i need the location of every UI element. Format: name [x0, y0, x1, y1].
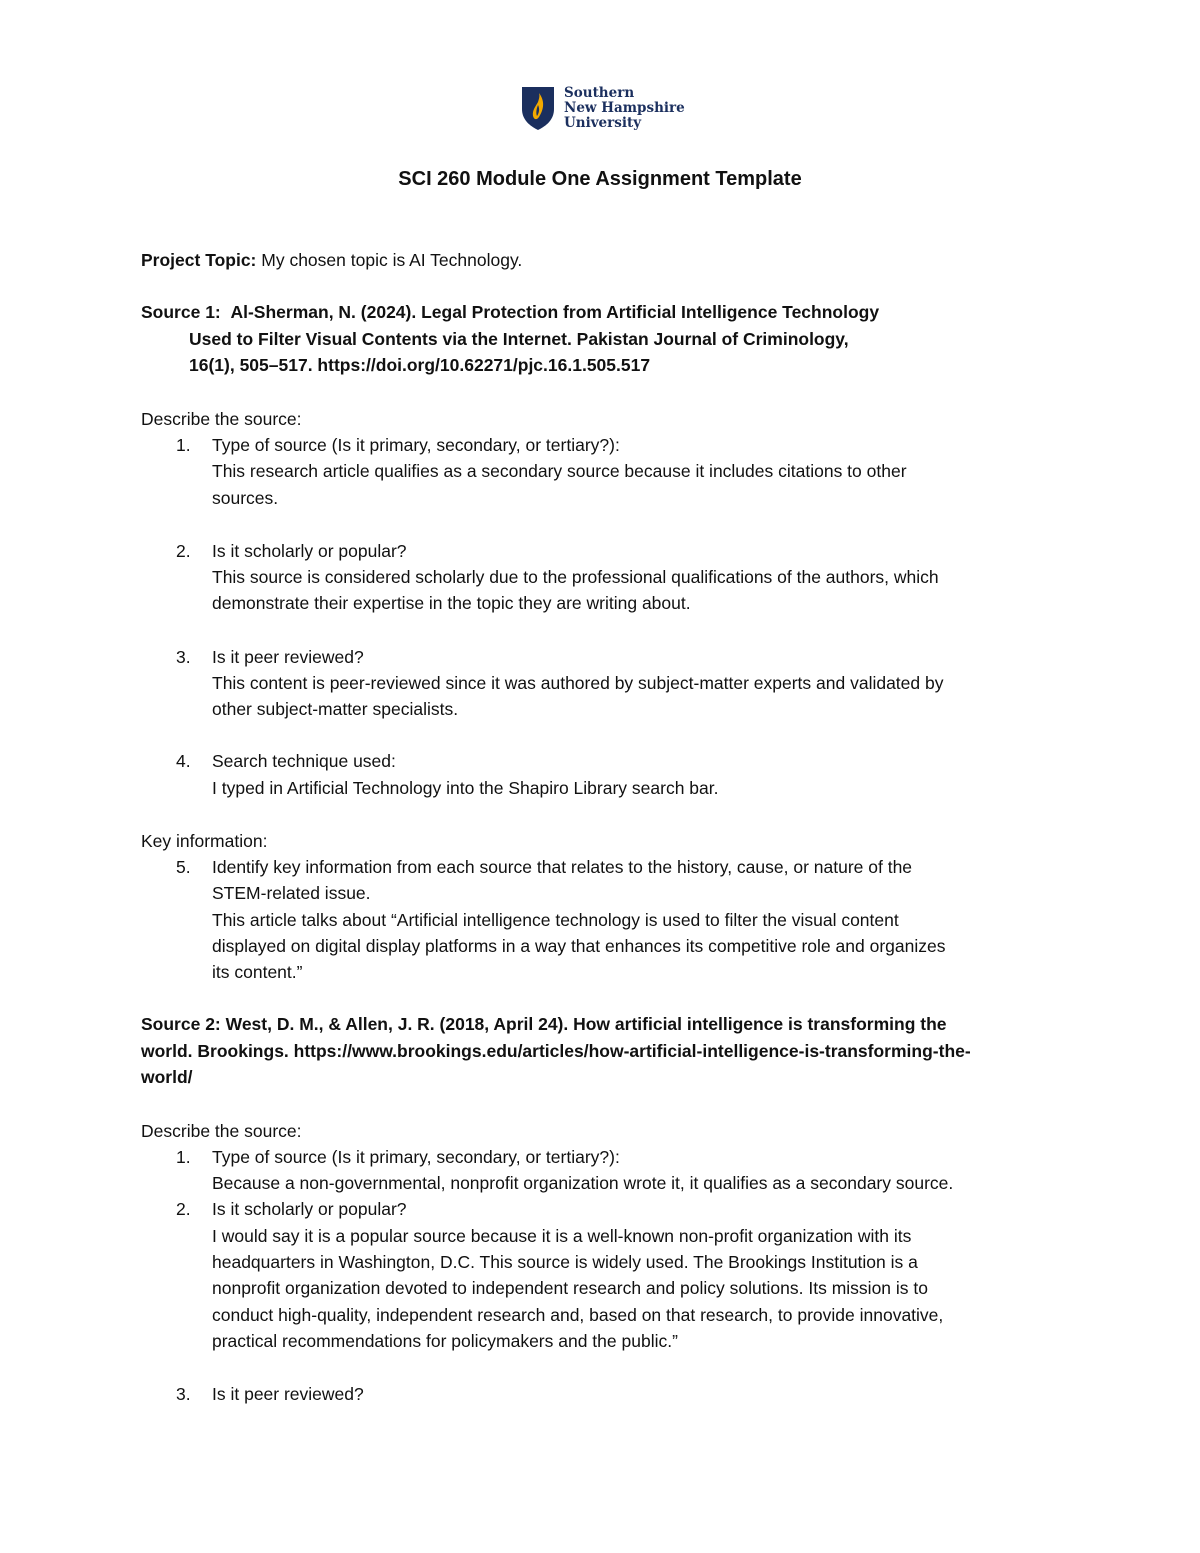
- source1-citation-line3: 16(1), 505–517. https://doi.org/10.62271/pjc.16.1.505.517: [189, 355, 651, 375]
- source1-item3-num: 3.: [176, 647, 191, 667]
- source1-item3-answer-line2: other subject-matter specialists.: [212, 699, 459, 719]
- source1-key-answer-line3: its content.”: [212, 962, 303, 982]
- source2-item1-num: 1.: [176, 1147, 191, 1167]
- source1-citation-line2: Used to Filter Visual Contents via the Internet. Pakistan Journal of Criminology,: [189, 329, 849, 349]
- logo-line-1: Southern: [564, 84, 635, 101]
- university-logo: [520, 84, 685, 132]
- source1-label: Source 1:: [141, 302, 221, 322]
- source2-item1-answer-line1: Because a non-governmental, nonprofit organization wrote it, it qualifies as a secondary source.: [212, 1173, 954, 1193]
- source2-describe-heading: Describe the source:: [141, 1121, 302, 1141]
- project-topic-text: My chosen topic is AI Technology.: [256, 250, 523, 270]
- project-topic: [141, 248, 522, 272]
- document-title: SCI 260 Module One Assignment Template: [398, 168, 802, 190]
- source1-key-question-line1: Identify key information from each source that relates to the history, cause, or nature of the: [212, 857, 913, 877]
- source1-item1-num: 1.: [176, 435, 191, 455]
- source1-item1-question: Type of source (Is it primary, secondary, or tertiary?):: [212, 435, 620, 455]
- source1-item3-question: Is it peer reviewed?: [212, 647, 364, 667]
- source1-item1-answer-line1: This research article qualifies as a secondary source because it includes citations to other: [212, 461, 907, 481]
- project-topic-label: Project Topic:: [141, 250, 257, 270]
- source2-item2-question: Is it scholarly or popular?: [212, 1199, 407, 1219]
- source2-item1-question: Type of source (Is it primary, secondary, or tertiary?):: [212, 1147, 620, 1167]
- source1-describe-heading: Describe the source:: [141, 409, 302, 429]
- source1-key-answer-line2: displayed on digital display platforms in a way that enhances its competitive role and organizes: [212, 936, 946, 956]
- shield-flame-icon: [520, 85, 556, 131]
- source1-item2-num: 2.: [176, 541, 191, 561]
- source1-key-answer-line1: This article talks about “Artificial intelligence technology is used to filter the visual content: [212, 910, 899, 930]
- source2-item2-answer-line4: conduct high-quality, independent research and, based on that research, to provide innovative,: [212, 1305, 944, 1325]
- source1-key-question-line2: STEM-related issue.: [212, 883, 371, 903]
- source1-key-num: 5.: [176, 857, 191, 877]
- source2-item2-answer-line3: nonprofit organization devoted to independent research and policy solutions. Its mission is to: [212, 1278, 928, 1298]
- logo-line-2: New Hampshire: [564, 99, 685, 116]
- source2-item2-answer-line5: practical recommendations for policymakers and the public.”: [212, 1331, 678, 1351]
- source2-item3-num: 3.: [176, 1384, 191, 1404]
- source1-citation-text1: Al-Sherman, N. (2024). Legal Protection from Artificial Intelligence Technology: [230, 302, 880, 322]
- source1-key-heading: Key information:: [141, 831, 268, 851]
- source1-item2-answer-line2: demonstrate their expertise in the topic they are writing about.: [212, 593, 691, 613]
- logo-wordmark: [564, 86, 685, 131]
- source1-item2-answer-line1: This source is considered scholarly due to the professional qualifications of the authors, which: [212, 567, 939, 587]
- logo-line-3: University: [564, 114, 642, 131]
- source1-item4-num: 4.: [176, 751, 191, 771]
- source2-citation-line1: Source 2: West, D. M., & Allen, J. R. (2018, April 24). How artificial intelligence is transforming the: [141, 1014, 947, 1034]
- source2-item2-num: 2.: [176, 1199, 191, 1219]
- source1-item2-question: Is it scholarly or popular?: [212, 541, 407, 561]
- source1-item3-answer-line1: This content is peer-reviewed since it was authored by subject-matter experts and validated by: [212, 673, 944, 693]
- source2-citation-line3: world/: [141, 1067, 193, 1087]
- source1-citation-line1: [141, 300, 879, 324]
- source2-item2-answer-line2: headquarters in Washington, D.C. This source is widely used. The Brookings Institution is a: [212, 1252, 918, 1272]
- source2-item3-question: Is it peer reviewed?: [212, 1384, 364, 1404]
- source1-item4-question: Search technique used:: [212, 751, 396, 771]
- source2-item2-answer-line1: I would say it is a popular source because it is a well-known non-profit organization with its: [212, 1226, 912, 1246]
- source1-item4-answer-line1: I typed in Artificial Technology into the Shapiro Library search bar.: [212, 778, 719, 798]
- source2-citation-line2: world. Brookings. https://www.brookings.edu/articles/how-artificial-intelligence-is-transforming-the-: [141, 1041, 971, 1061]
- source1-item1-answer-line2: sources.: [212, 488, 279, 508]
